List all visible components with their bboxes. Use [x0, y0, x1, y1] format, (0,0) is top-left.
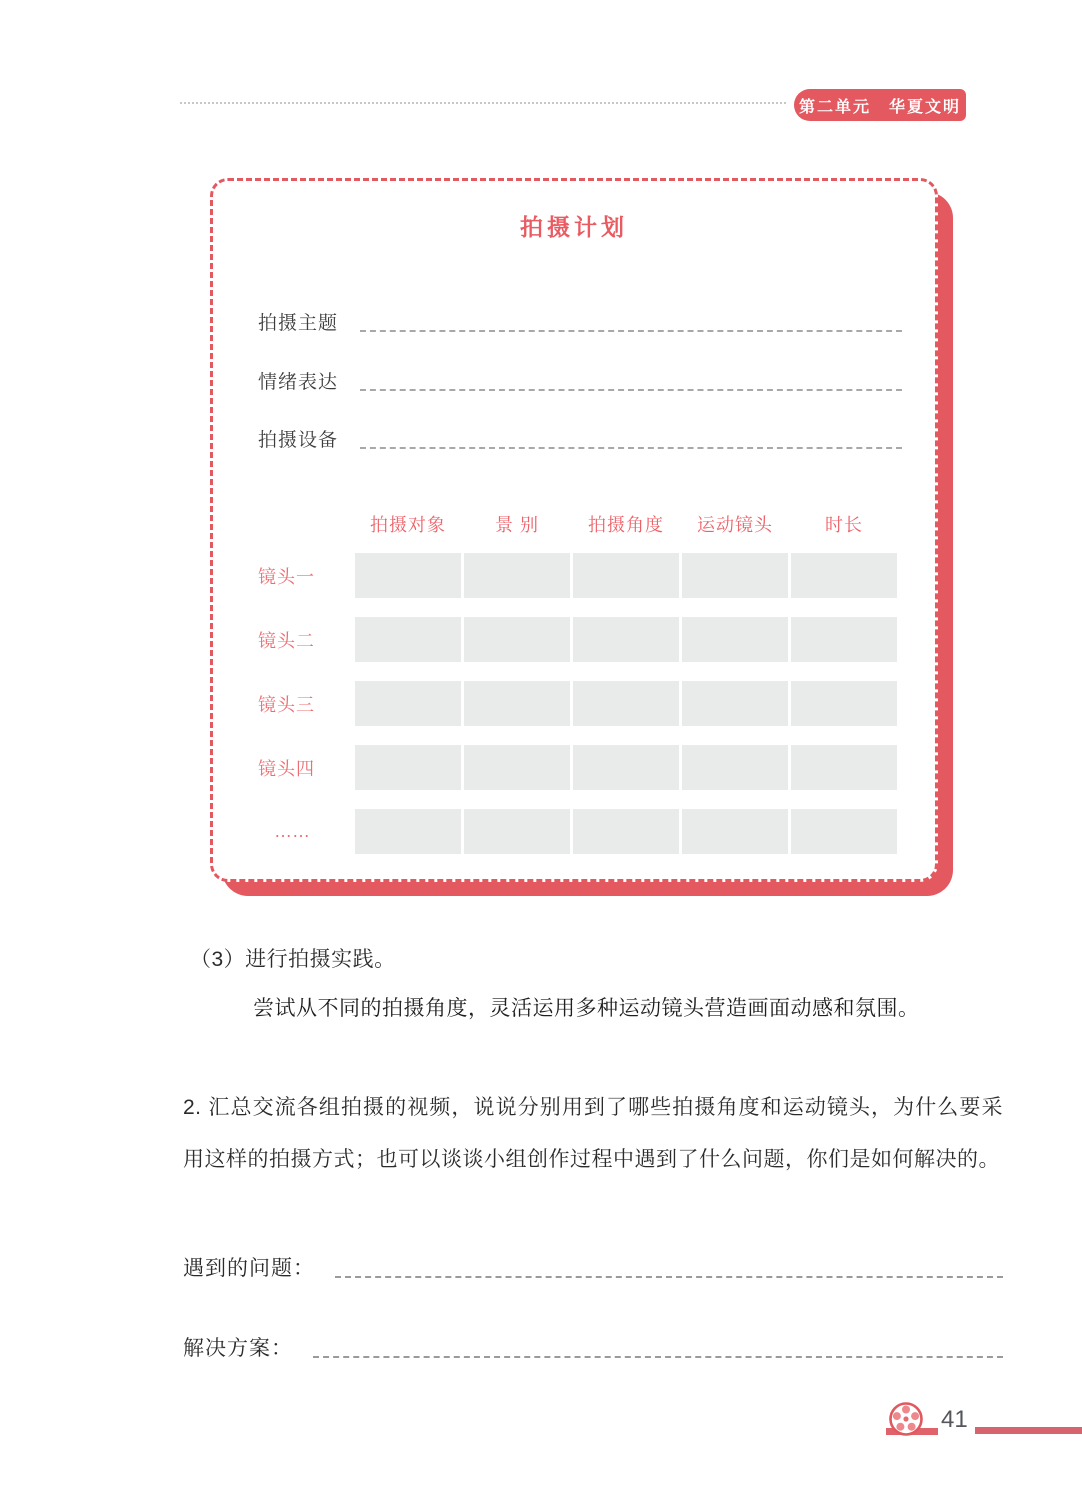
page-footer [878, 1400, 1082, 1446]
page-number: 41 [941, 1406, 968, 1433]
shot-plan-table [258, 511, 897, 873]
row-cells [355, 809, 897, 854]
table-cell [791, 617, 897, 662]
table-cell [464, 745, 570, 790]
column-header: 运动镜头 [697, 515, 773, 535]
table-row [258, 617, 897, 662]
table-cell [682, 809, 788, 854]
table-cell [355, 809, 461, 854]
answer-field-label: 遇到的问题： [183, 1257, 315, 1280]
table-cell [682, 745, 788, 790]
table-cell [355, 745, 461, 790]
table-row [258, 809, 897, 854]
table-row [258, 745, 897, 790]
table-row [258, 681, 897, 726]
field-shooting-equipment [258, 424, 902, 452]
field-shooting-theme [258, 307, 902, 335]
table-cell [791, 745, 897, 790]
table-cell [464, 617, 570, 662]
row-label-ellipsis: …… [274, 821, 310, 841]
field-emotion-expression [258, 366, 902, 394]
step-3-note: 尝试从不同的拍摄角度，灵活运用多种运动镜头营造画面动感和氛围。 [253, 996, 920, 1020]
row-label: 镜头二 [258, 630, 315, 651]
table-cell [573, 553, 679, 598]
table-cell [464, 553, 570, 598]
row-cells [355, 553, 897, 598]
field-label: 情绪表达 [258, 372, 339, 393]
table-header-row [355, 511, 897, 537]
field-label: 拍摄主题 [258, 313, 339, 334]
answer-field-label: 解决方案： [183, 1337, 293, 1360]
write-in-line [360, 389, 902, 391]
write-in-line [360, 447, 902, 449]
table-cell [682, 617, 788, 662]
item-2-paragraph: 2. 汇总交流各组拍摄的视频，说说分别用到了哪些拍摄角度和运动镜头，为什么要采用这样的拍摄方式；也可以谈谈小组创作过程中遇到了什么问题，你们是如何解决的。 [183, 1096, 1003, 1171]
table-cell [573, 681, 679, 726]
column-header: 景 别 [494, 515, 539, 535]
plan-card-border [210, 178, 938, 882]
table-cell [355, 617, 461, 662]
table-cell [573, 617, 679, 662]
row-label: 镜头三 [258, 694, 315, 715]
column-header: 拍摄对象 [370, 515, 446, 535]
table-cell [355, 553, 461, 598]
step-3-heading: （3）进行拍摄实践。 [190, 948, 396, 971]
row-cells [355, 617, 897, 662]
table-cell [464, 809, 570, 854]
shooting-plan-card [210, 178, 938, 882]
field-solutions [183, 1330, 1003, 1362]
unit-badge-label: 第二单元 华夏文明 [798, 98, 961, 116]
row-cells [355, 745, 897, 790]
unit-badge [794, 89, 966, 121]
plan-title: 拍摄计划 [520, 214, 628, 240]
write-in-line [313, 1356, 1003, 1358]
table-cell [573, 809, 679, 854]
field-label: 拍摄设备 [258, 430, 339, 451]
write-in-line [335, 1276, 1003, 1278]
table-cell [791, 809, 897, 854]
write-in-line [360, 330, 902, 332]
table-cell [791, 681, 897, 726]
table-cell [355, 681, 461, 726]
column-header: 时长 [825, 515, 863, 535]
film-reel-icon [887, 1400, 925, 1438]
table-cell [573, 745, 679, 790]
table-cell [464, 681, 570, 726]
table-cell [682, 681, 788, 726]
field-problems-encountered [183, 1250, 1003, 1282]
footer-rule-line [975, 1427, 1082, 1434]
column-header: 拍摄角度 [588, 515, 664, 535]
row-label: 镜头四 [258, 758, 315, 779]
table-row [258, 553, 897, 598]
table-cell [791, 553, 897, 598]
table-cell [682, 553, 788, 598]
row-label: 镜头一 [258, 566, 315, 587]
header-dotted-rule [180, 102, 786, 104]
row-cells [355, 681, 897, 726]
